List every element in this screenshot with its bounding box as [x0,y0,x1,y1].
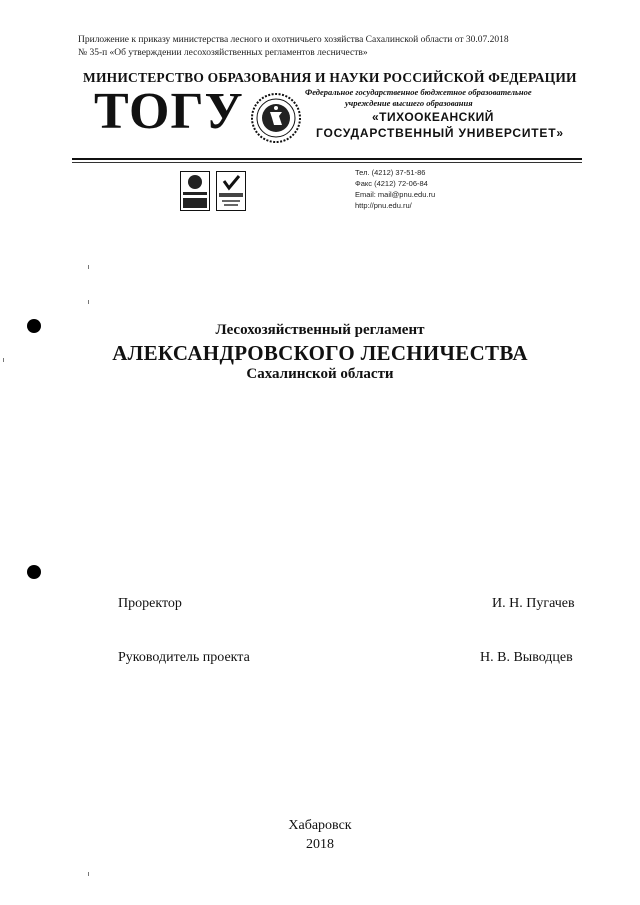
contact-phone: Тел. (4212) 37-51-86 [355,168,426,177]
document-title-line-3: Сахалинской области [246,366,394,382]
contact-email: Email: mail@pnu.edu.ru [355,190,436,199]
signature-name-vice-rector: И. Н. Пугачев [492,596,575,611]
letterhead-rule-thick [72,158,582,160]
university-name-line-1: «ТИХООКЕАНСКИЙ [372,110,494,124]
contact-block [355,167,435,211]
document-title-line-1: Лесохозяйственный регламент [215,322,425,338]
contact-fax: Факс (4212) 72-06-84 [355,179,428,188]
ukas-icon [216,171,246,211]
iso-9001-icon [180,171,210,211]
punch-hole-bottom [27,565,41,579]
federal-line-1: Федеральное государственное бюджетное образовательное [305,87,532,97]
university-name-line-2: ГОСУДАРСТВЕННЫЙ УНИВЕРСИТЕТ» [316,126,564,140]
contact-web: http://pnu.edu.ru/ [355,201,412,210]
signature-role-vice-rector: Проректор [118,596,182,611]
letterhead-rule-thin [72,162,582,163]
annotation-line-2: № 35-п «Об утверждении лесохозяйственных регламентов лесничеств» [78,48,368,58]
annotation-line-1: Приложение к приказу министерства лесного и охотничьего хозяйства Сахалинской области от 30.07.2018 [78,35,509,45]
ministry-title: МИНИСТЕРСТВО ОБРАЗОВАНИЯ И НАУКИ РОССИЙСКОЙ ФЕДЕРАЦИИ [83,70,577,85]
document-title-line-2: АЛЕКСАНДРОВСКОГО ЛЕСНИЧЕСТВА [112,341,528,365]
order-annotation [78,34,598,60]
signature-name-project-lead: Н. В. Выводцев [480,650,573,665]
scan-fleck [88,300,89,304]
signature-role-project-lead: Руководитель проекта [118,650,250,665]
scan-fleck [88,265,89,269]
scan-fleck [88,872,89,876]
university-seal-icon [250,92,302,144]
city: Хабаровск [288,818,352,833]
federal-line-2: учреждение высшего образования [345,98,473,108]
place-and-year [0,816,640,854]
university-abbreviation: ТОГУ [94,83,244,140]
year: 2018 [306,837,334,852]
